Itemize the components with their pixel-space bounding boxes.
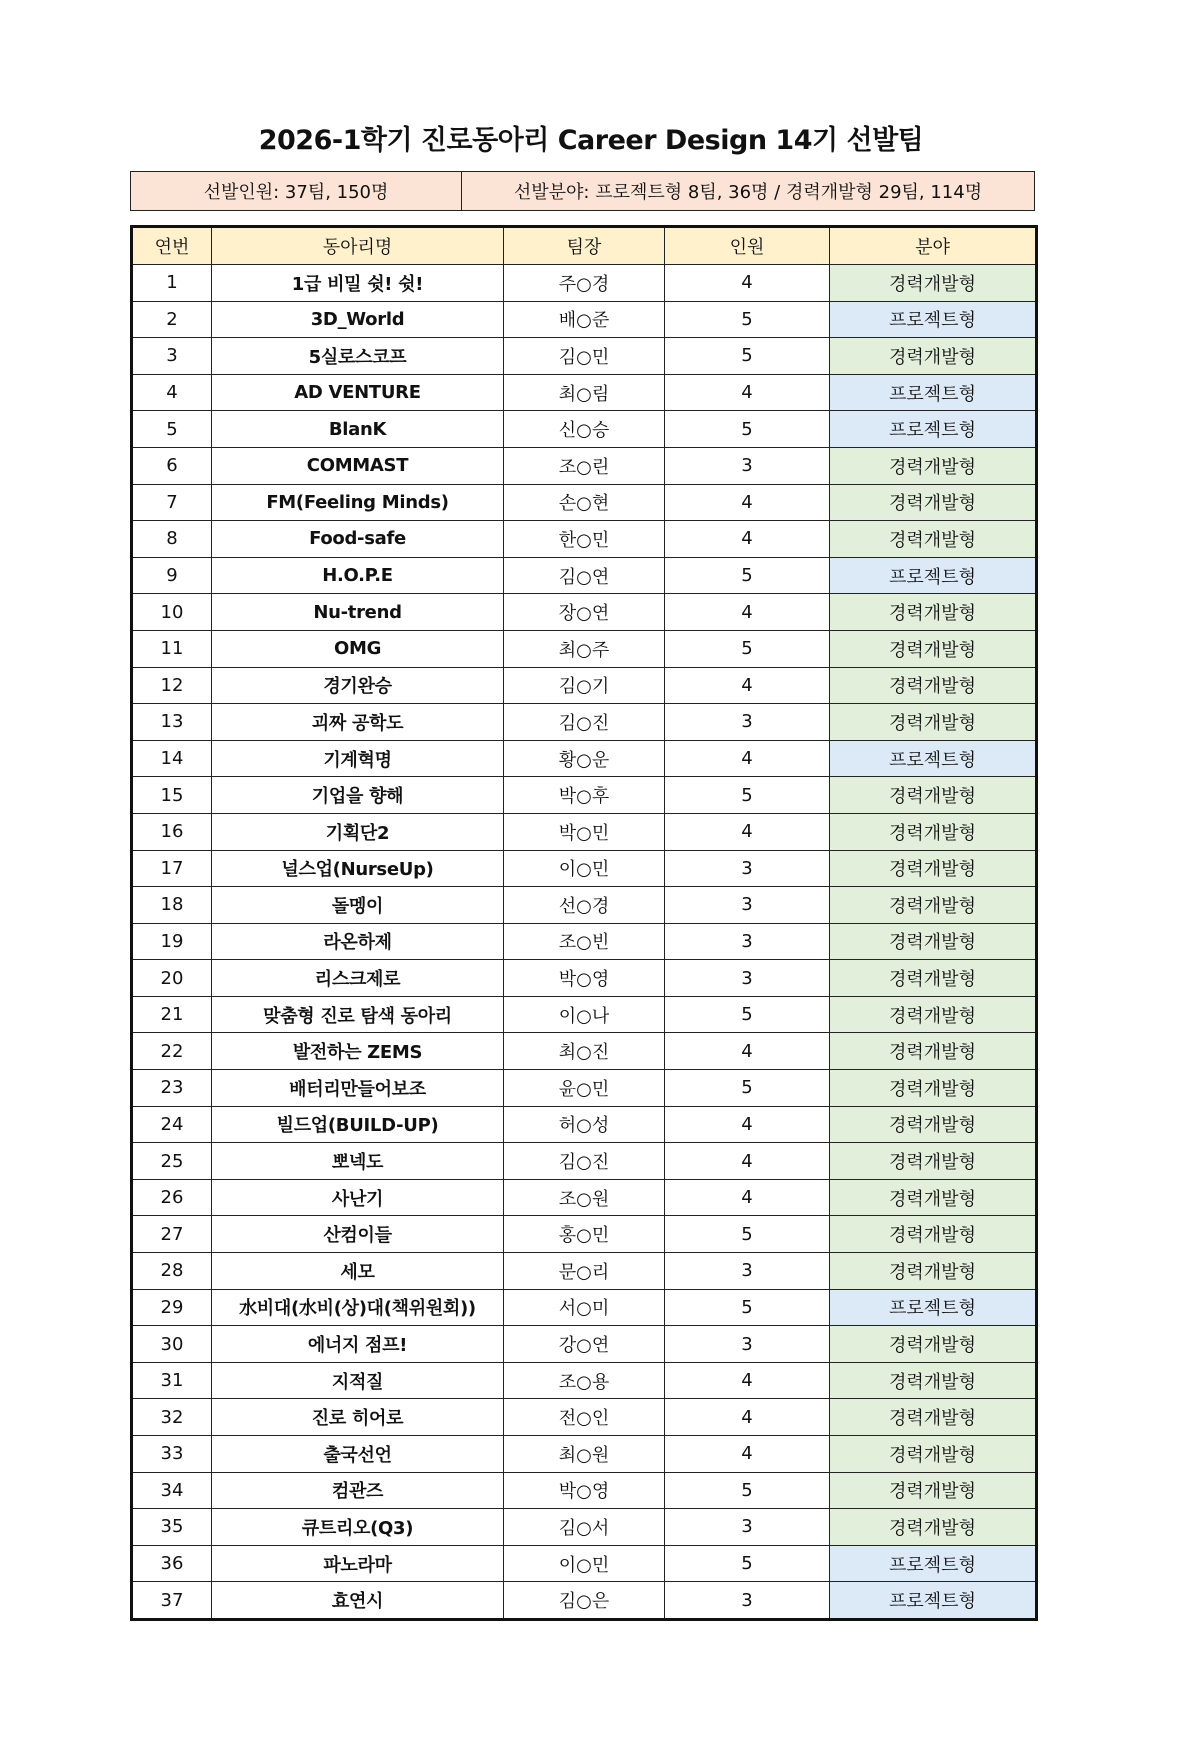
table-row: [132, 484, 1037, 521]
cell-field: 프로젝트형: [830, 411, 1037, 448]
cell-no: 5: [132, 411, 212, 448]
cell-leader: 김○진: [504, 704, 665, 741]
table-header-row: [132, 227, 1037, 265]
cell-members: 3: [665, 1582, 830, 1620]
cell-no: 33: [132, 1436, 212, 1473]
cell-club-name: 사난기: [212, 1179, 504, 1216]
cell-leader: 조○린: [504, 447, 665, 484]
cell-no: 35: [132, 1509, 212, 1546]
cell-club-name: 효연시: [212, 1582, 504, 1620]
cell-members: 5: [665, 411, 830, 448]
cell-members: 4: [665, 521, 830, 558]
cell-club-name: 기획단2: [212, 813, 504, 850]
cell-club-name: 진로 히어로: [212, 1399, 504, 1436]
cell-club-name: 발전하는 ZEMS: [212, 1033, 504, 1070]
cell-field: 경력개발형: [830, 1106, 1037, 1143]
cell-no: 28: [132, 1253, 212, 1290]
cell-field: 경력개발형: [830, 850, 1037, 887]
cell-field: 경력개발형: [830, 1070, 1037, 1107]
cell-field: 프로젝트형: [830, 557, 1037, 594]
cell-no: 4: [132, 374, 212, 411]
cell-field: 경력개발형: [830, 1216, 1037, 1253]
cell-members: 5: [665, 1216, 830, 1253]
cell-leader: 황○운: [504, 740, 665, 777]
cell-members: 3: [665, 923, 830, 960]
cell-club-name: 널스업(NurseUp): [212, 850, 504, 887]
cell-no: 15: [132, 777, 212, 814]
cell-members: 4: [665, 740, 830, 777]
cell-field: 경력개발형: [830, 1326, 1037, 1363]
table-row: [132, 301, 1037, 338]
cell-field: 경력개발형: [830, 1509, 1037, 1546]
cell-field: 경력개발형: [830, 777, 1037, 814]
table-row: [132, 521, 1037, 558]
cell-field: 경력개발형: [830, 1399, 1037, 1436]
cell-members: 4: [665, 1106, 830, 1143]
table-row: [132, 411, 1037, 448]
cell-leader: 박○후: [504, 777, 665, 814]
cell-club-name: 1급 비밀 쉿! 쉿!: [212, 265, 504, 302]
cell-leader: 이○민: [504, 850, 665, 887]
cell-club-name: 파노라마: [212, 1545, 504, 1582]
cell-club-name: 水비대(水비(상)대(책위원회)): [212, 1289, 504, 1326]
cell-club-name: 컴관즈: [212, 1472, 504, 1509]
table-row: [132, 630, 1037, 667]
cell-club-name: 에너지 점프!: [212, 1326, 504, 1363]
cell-no: 9: [132, 557, 212, 594]
table-row: [132, 1436, 1037, 1473]
cell-field: 경력개발형: [830, 960, 1037, 997]
cell-no: 34: [132, 1472, 212, 1509]
table-row: [132, 667, 1037, 704]
table-row: [132, 374, 1037, 411]
cell-club-name: H.O.P.E: [212, 557, 504, 594]
cell-no: 29: [132, 1289, 212, 1326]
cell-members: 3: [665, 850, 830, 887]
cell-leader: 윤○민: [504, 1070, 665, 1107]
header-field: 분야: [830, 227, 1037, 265]
selected-count: 선발인원: 37팀, 150명: [131, 172, 462, 211]
cell-no: 3: [132, 338, 212, 375]
cell-club-name: FM(Feeling Minds): [212, 484, 504, 521]
cell-members: 3: [665, 887, 830, 924]
cell-no: 36: [132, 1545, 212, 1582]
header-club-name: 동아리명: [212, 227, 504, 265]
table-row: [132, 338, 1037, 375]
cell-members: 3: [665, 704, 830, 741]
cell-no: 19: [132, 923, 212, 960]
cell-leader: 문○리: [504, 1253, 665, 1290]
cell-field: 경력개발형: [830, 923, 1037, 960]
cell-club-name: 출국선언: [212, 1436, 504, 1473]
cell-club-name: 지적질: [212, 1362, 504, 1399]
cell-members: 3: [665, 1326, 830, 1363]
cell-leader: 김○연: [504, 557, 665, 594]
cell-no: 24: [132, 1106, 212, 1143]
cell-club-name: 맞춤형 진로 탐색 동아리: [212, 996, 504, 1033]
cell-members: 4: [665, 667, 830, 704]
cell-leader: 김○은: [504, 1582, 665, 1620]
table-row: [132, 887, 1037, 924]
cell-leader: 최○주: [504, 630, 665, 667]
cell-leader: 박○민: [504, 813, 665, 850]
cell-field: 경력개발형: [830, 1179, 1037, 1216]
cell-club-name: 라온하제: [212, 923, 504, 960]
table-row: [132, 1143, 1037, 1180]
cell-members: 3: [665, 960, 830, 997]
cell-members: 4: [665, 1179, 830, 1216]
cell-field: 프로젝트형: [830, 374, 1037, 411]
table-row: [132, 1253, 1037, 1290]
team-table: [130, 225, 1038, 1621]
cell-leader: 허○성: [504, 1106, 665, 1143]
cell-members: 5: [665, 1472, 830, 1509]
cell-members: 4: [665, 594, 830, 631]
cell-no: 8: [132, 521, 212, 558]
table-row: [132, 1179, 1037, 1216]
cell-field: 경력개발형: [830, 1143, 1037, 1180]
header-no: 연번: [132, 227, 212, 265]
cell-members: 5: [665, 1545, 830, 1582]
cell-field: 경력개발형: [830, 1253, 1037, 1290]
cell-no: 20: [132, 960, 212, 997]
table-row: [132, 1509, 1037, 1546]
table-row: [132, 813, 1037, 850]
cell-members: 4: [665, 1362, 830, 1399]
cell-leader: 선○경: [504, 887, 665, 924]
cell-no: 10: [132, 594, 212, 631]
cell-club-name: 산컴이들: [212, 1216, 504, 1253]
cell-club-name: Food-safe: [212, 521, 504, 558]
cell-leader: 강○연: [504, 1326, 665, 1363]
cell-club-name: 5실로스코프: [212, 338, 504, 375]
cell-club-name: 뽀넥도: [212, 1143, 504, 1180]
cell-members: 5: [665, 1289, 830, 1326]
cell-leader: 최○원: [504, 1436, 665, 1473]
cell-field: 경력개발형: [830, 996, 1037, 1033]
cell-leader: 김○진: [504, 1143, 665, 1180]
cell-leader: 김○기: [504, 667, 665, 704]
cell-members: 4: [665, 265, 830, 302]
table-row: [132, 1070, 1037, 1107]
cell-members: 5: [665, 338, 830, 375]
cell-club-name: 3D_World: [212, 301, 504, 338]
table-row: [132, 1472, 1037, 1509]
cell-field: 경력개발형: [830, 338, 1037, 375]
cell-no: 31: [132, 1362, 212, 1399]
cell-field: 경력개발형: [830, 1362, 1037, 1399]
cell-club-name: 기업을 향해: [212, 777, 504, 814]
cell-members: 5: [665, 557, 830, 594]
cell-no: 11: [132, 630, 212, 667]
cell-no: 13: [132, 704, 212, 741]
table-row: [132, 960, 1037, 997]
cell-leader: 장○연: [504, 594, 665, 631]
cell-no: 16: [132, 813, 212, 850]
cell-leader: 김○민: [504, 338, 665, 375]
cell-field: 프로젝트형: [830, 1545, 1037, 1582]
cell-club-name: BlanK: [212, 411, 504, 448]
cell-no: 21: [132, 996, 212, 1033]
cell-leader: 김○서: [504, 1509, 665, 1546]
cell-club-name: 기계혁명: [212, 740, 504, 777]
cell-club-name: 큐트리오(Q3): [212, 1509, 504, 1546]
cell-field: 경력개발형: [830, 887, 1037, 924]
cell-club-name: 괴짜 공학도: [212, 704, 504, 741]
table-row: [132, 1582, 1037, 1620]
table-row: [132, 777, 1037, 814]
table-row: [132, 1216, 1037, 1253]
cell-members: 4: [665, 374, 830, 411]
cell-leader: 신○승: [504, 411, 665, 448]
cell-no: 30: [132, 1326, 212, 1363]
cell-members: 3: [665, 1253, 830, 1290]
cell-leader: 최○진: [504, 1033, 665, 1070]
cell-members: 5: [665, 301, 830, 338]
cell-no: 12: [132, 667, 212, 704]
table-row: [132, 1106, 1037, 1143]
cell-club-name: Nu-trend: [212, 594, 504, 631]
cell-leader: 조○용: [504, 1362, 665, 1399]
cell-members: 4: [665, 1399, 830, 1436]
cell-field: 프로젝트형: [830, 740, 1037, 777]
cell-leader: 최○림: [504, 374, 665, 411]
table-row: [132, 996, 1037, 1033]
cell-club-name: AD VENTURE: [212, 374, 504, 411]
cell-field: 프로젝트형: [830, 1289, 1037, 1326]
cell-no: 32: [132, 1399, 212, 1436]
cell-members: 5: [665, 630, 830, 667]
table-row: [132, 1399, 1037, 1436]
cell-club-name: 돌멩이: [212, 887, 504, 924]
table-row: [132, 1033, 1037, 1070]
header-members: 인원: [665, 227, 830, 265]
cell-members: 4: [665, 813, 830, 850]
cell-field: 경력개발형: [830, 813, 1037, 850]
cell-leader: 한○민: [504, 521, 665, 558]
table-row: [132, 923, 1037, 960]
cell-leader: 이○민: [504, 1545, 665, 1582]
cell-members: 3: [665, 447, 830, 484]
selected-fields: 선발분야: 프로젝트형 8팀, 36명 / 경력개발형 29팀, 114명: [462, 172, 1035, 211]
cell-club-name: 세모: [212, 1253, 504, 1290]
table-row: [132, 1326, 1037, 1363]
cell-no: 18: [132, 887, 212, 924]
table-row: [132, 704, 1037, 741]
cell-no: 23: [132, 1070, 212, 1107]
cell-field: 경력개발형: [830, 521, 1037, 558]
cell-club-name: 리스크제로: [212, 960, 504, 997]
cell-no: 22: [132, 1033, 212, 1070]
cell-no: 14: [132, 740, 212, 777]
table-row: [132, 1289, 1037, 1326]
cell-members: 4: [665, 484, 830, 521]
cell-leader: 홍○민: [504, 1216, 665, 1253]
table-row: [132, 265, 1037, 302]
cell-club-name: 경기완승: [212, 667, 504, 704]
cell-field: 경력개발형: [830, 1472, 1037, 1509]
cell-members: 4: [665, 1436, 830, 1473]
table-row: [132, 594, 1037, 631]
page-title: 2026-1학기 진로동아리 Career Design 14기 선발팀: [258, 125, 924, 156]
cell-field: 경력개발형: [830, 630, 1037, 667]
cell-leader: 배○준: [504, 301, 665, 338]
cell-no: 27: [132, 1216, 212, 1253]
cell-no: 26: [132, 1179, 212, 1216]
cell-members: 4: [665, 1143, 830, 1180]
cell-club-name: COMMAST: [212, 447, 504, 484]
cell-no: 1: [132, 265, 212, 302]
cell-members: 5: [665, 777, 830, 814]
cell-leader: 이○나: [504, 996, 665, 1033]
table-row: [132, 850, 1037, 887]
summary-table: [130, 171, 1035, 211]
cell-leader: 조○원: [504, 1179, 665, 1216]
cell-members: 3: [665, 1509, 830, 1546]
cell-club-name: 빌드업(BUILD-UP): [212, 1106, 504, 1143]
cell-field: 경력개발형: [830, 1033, 1037, 1070]
table-row: [132, 1545, 1037, 1582]
cell-field: 경력개발형: [830, 594, 1037, 631]
cell-field: 경력개발형: [830, 667, 1037, 704]
cell-field: 경력개발형: [830, 265, 1037, 302]
header-leader: 팀장: [504, 227, 665, 265]
cell-club-name: OMG: [212, 630, 504, 667]
table-row: [132, 740, 1037, 777]
table-row: [132, 447, 1037, 484]
cell-members: 5: [665, 1070, 830, 1107]
cell-field: 경력개발형: [830, 704, 1037, 741]
cell-field: 경력개발형: [830, 447, 1037, 484]
cell-leader: 손○현: [504, 484, 665, 521]
cell-leader: 박○영: [504, 960, 665, 997]
cell-leader: 조○빈: [504, 923, 665, 960]
table-row: [132, 557, 1037, 594]
cell-field: 경력개발형: [830, 484, 1037, 521]
table-row: [132, 1362, 1037, 1399]
cell-no: 17: [132, 850, 212, 887]
cell-leader: 주○경: [504, 265, 665, 302]
cell-leader: 전○인: [504, 1399, 665, 1436]
cell-field: 프로젝트형: [830, 301, 1037, 338]
cell-leader: 서○미: [504, 1289, 665, 1326]
cell-no: 37: [132, 1582, 212, 1620]
cell-members: 4: [665, 1033, 830, 1070]
cell-club-name: 배터리만들어보조: [212, 1070, 504, 1107]
cell-field: 경력개발형: [830, 1436, 1037, 1473]
cell-members: 5: [665, 996, 830, 1033]
cell-no: 25: [132, 1143, 212, 1180]
cell-no: 2: [132, 301, 212, 338]
cell-no: 6: [132, 447, 212, 484]
cell-no: 7: [132, 484, 212, 521]
cell-leader: 박○영: [504, 1472, 665, 1509]
cell-field: 프로젝트형: [830, 1582, 1037, 1620]
